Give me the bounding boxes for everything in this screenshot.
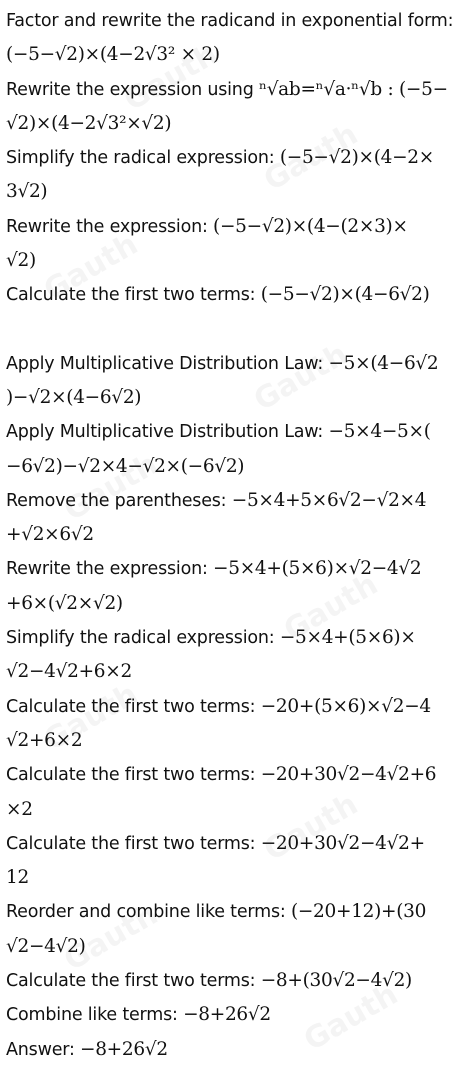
step-math: √2+6×2 xyxy=(6,729,83,751)
step-math: 3√2) xyxy=(6,181,48,203)
solution-line xyxy=(6,415,470,449)
step-math: −20+30√2−4√2+ xyxy=(260,832,425,854)
solution-line xyxy=(6,758,470,792)
step-label: Simplify the radical expression: xyxy=(6,628,280,649)
step-label: Simplify the radical expression: xyxy=(6,148,280,169)
solution-line xyxy=(6,107,470,141)
step-math: −8+26√2 xyxy=(183,1004,271,1026)
step-math: (−20+12)+(30 xyxy=(290,901,427,923)
solution-line xyxy=(6,313,470,347)
solution-line xyxy=(6,552,470,586)
step-label: Calculate the first two terms: xyxy=(6,285,261,306)
solution-line xyxy=(6,930,470,964)
solution-line xyxy=(6,964,470,998)
solution-line xyxy=(6,4,470,38)
step-math: )−√2×(4−6√2) xyxy=(6,386,142,408)
solution-line xyxy=(6,827,470,861)
step-math: (−5−√2)×(4−2× xyxy=(279,147,434,169)
step-math: +√2×6√2 xyxy=(6,524,94,546)
solution-line xyxy=(6,347,470,381)
solution-line xyxy=(6,518,470,552)
step-label: Calculate the first two terms: xyxy=(6,971,261,992)
step-label: Calculate the first two terms: xyxy=(6,833,261,854)
solution-line xyxy=(6,861,470,895)
solution-line xyxy=(6,450,470,484)
step-math: (−5−√2)×(4−(2×3)× xyxy=(213,215,408,237)
step-math: ⁿ√ab=ⁿ√a·ⁿ√b : (−5− xyxy=(258,78,448,100)
step-math: −8+26√2 xyxy=(80,1038,168,1060)
solution-line xyxy=(6,690,470,724)
step-math: −6√2)−√2×4−√2×(−6√2) xyxy=(6,455,245,477)
solution-line xyxy=(6,244,470,278)
step-math: −5×4+(5×6)× xyxy=(279,627,416,649)
solution-line xyxy=(6,73,470,107)
solution-line xyxy=(6,381,470,415)
solution-line xyxy=(6,278,470,312)
solution-line xyxy=(6,724,470,758)
step-label: Remove the parentheses: xyxy=(6,490,232,511)
step-label: Rewrite the expression: xyxy=(6,216,214,237)
solution-line xyxy=(6,998,470,1032)
step-label: Apply Multiplicative Distribution Law: xyxy=(6,353,329,374)
step-math: √2−4√2+6×2 xyxy=(6,661,132,683)
step-label: Apply Multiplicative Distribution Law: xyxy=(6,422,329,443)
step-math: √2−4√2) xyxy=(6,935,86,957)
step-math: −5×4+(5×6)×√2−4√2 xyxy=(213,558,422,580)
step-math: (−5−√2)×(4−2√3² × 2) xyxy=(6,44,220,66)
step-label: Factor and rewrite the radicand in exponential form: xyxy=(6,11,454,31)
solution-line xyxy=(6,141,470,175)
step-math: √2)×(4−2√3²×√2) xyxy=(6,112,172,134)
step-math: (−5−√2)×(4−6√2) xyxy=(260,284,430,306)
solution-line xyxy=(6,484,470,518)
step-label: Answer: xyxy=(6,1039,81,1060)
step-math: ×2 xyxy=(6,798,33,820)
solution-line xyxy=(6,38,470,72)
solution-line xyxy=(6,655,470,689)
solution-line xyxy=(6,621,470,655)
step-label: Calculate the first two terms: xyxy=(6,765,261,786)
step-label: Combine like terms: xyxy=(6,1005,184,1026)
step-math: √2) xyxy=(6,250,36,272)
step-label: Reorder and combine like terms: xyxy=(6,902,291,923)
step-math: −5×4+5×6√2−√2×4 xyxy=(231,489,427,511)
step-math: 12 xyxy=(6,867,29,889)
solution-line xyxy=(6,1033,470,1067)
step-math: −5×4−5×( xyxy=(328,421,431,443)
step-label: Calculate the first two terms: xyxy=(6,696,261,717)
solution-line xyxy=(6,210,470,244)
step-math: −20+(5×6)×√2−4 xyxy=(260,695,431,717)
solution-line xyxy=(6,793,470,827)
step-math: +6×(√2×√2) xyxy=(6,592,123,614)
solution-line xyxy=(6,895,470,929)
step-math: −8+(30√2−4√2) xyxy=(260,970,412,992)
solution-line xyxy=(6,175,470,209)
step-label: Rewrite the expression: xyxy=(6,559,214,580)
step-math: −5×(4−6√2 xyxy=(328,352,439,374)
step-math: −20+30√2−4√2+6 xyxy=(260,764,437,786)
solution-line xyxy=(6,587,470,621)
step-label: Rewrite the expression using xyxy=(6,79,259,100)
